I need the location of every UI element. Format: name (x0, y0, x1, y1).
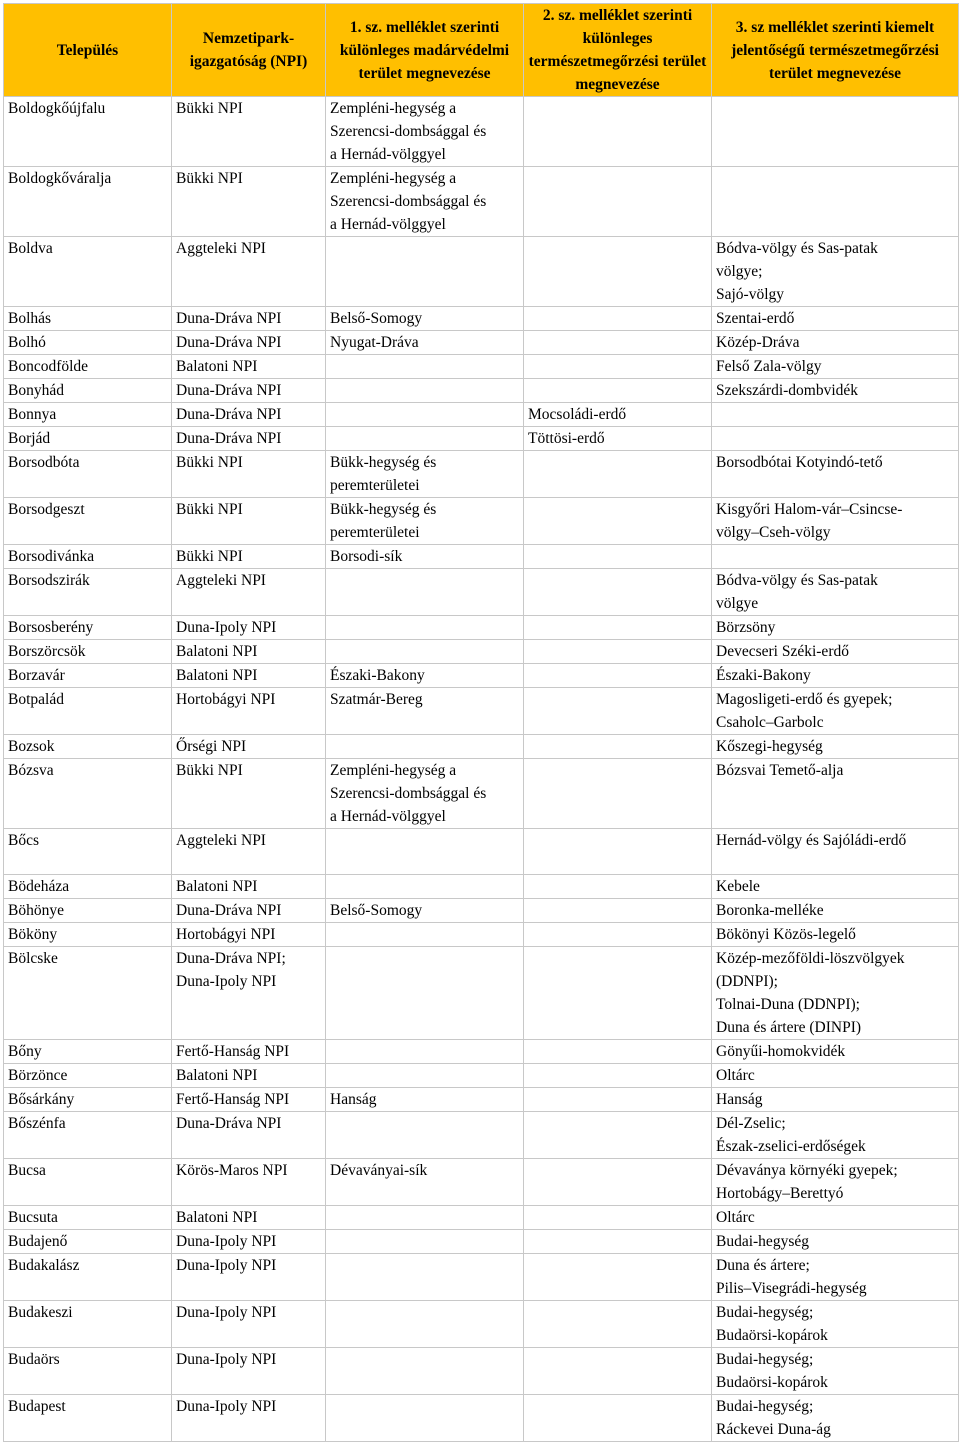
termeszetmegorzesi-cell (524, 616, 712, 640)
table-row (4, 1301, 959, 1348)
cell-line: (DDNPI); (716, 973, 778, 990)
termeszetmegorzesi-cell (524, 688, 712, 735)
settlement-cell: Boldogkőújfalu (4, 97, 172, 167)
madarvedelmi-cell (326, 97, 524, 167)
kiemelt-cell: Hanság (712, 1088, 959, 1112)
kiemelt-cell: Devecseri Széki-erdő (712, 640, 959, 664)
termeszetmegorzesi-cell (524, 498, 712, 545)
npi-cell: Duna-Ipoly NPI (172, 1348, 326, 1395)
table-row (4, 451, 959, 498)
table-row (4, 1159, 959, 1206)
termeszetmegorzesi-cell (524, 1348, 712, 1395)
madarvedelmi-cell (326, 1301, 524, 1348)
kiemelt-cell: Budai-hegység (712, 1230, 959, 1254)
table-row (4, 1348, 959, 1395)
madarvedelmi-cell (326, 379, 524, 403)
termeszetmegorzesi-cell (524, 307, 712, 331)
cell-line: Pilis–Visegrádi-hegység (716, 1280, 867, 1297)
natura-settlement-table (3, 3, 959, 1442)
settlement-cell: Borzavár (4, 664, 172, 688)
termeszetmegorzesi-cell (524, 237, 712, 307)
table-row (4, 307, 959, 331)
npi-cell: Balatoni NPI (172, 875, 326, 899)
madarvedelmi-cell (326, 1230, 524, 1254)
npi-cell: Duna-Dráva NPI (172, 1112, 326, 1159)
madarvedelmi-cell (326, 1395, 524, 1442)
kiemelt-cell: Oltárc (712, 1064, 959, 1088)
cell-line: Budaörsi-kopárok (716, 1327, 828, 1344)
termeszetmegorzesi-cell (524, 923, 712, 947)
npi-cell: Duna-Dráva NPI (172, 379, 326, 403)
settlement-cell: Budapest (4, 1395, 172, 1442)
madarvedelmi-cell (326, 759, 524, 829)
termeszetmegorzesi-cell (524, 1230, 712, 1254)
npi-cell: Fertő-Hanság NPI (172, 1088, 326, 1112)
table-row (4, 355, 959, 379)
npi-cell: Aggteleki NPI (172, 829, 326, 875)
table-row (4, 640, 959, 664)
settlement-cell: Borsodszirák (4, 569, 172, 616)
table-body (4, 97, 959, 1442)
settlement-cell: Bozsok (4, 735, 172, 759)
kiemelt-cell: Északi-Bakony (712, 664, 959, 688)
npi-cell: Balatoni NPI (172, 1064, 326, 1088)
header-telepules: Település (4, 4, 172, 97)
settlement-cell: Bolhás (4, 307, 172, 331)
npi-cell: Aggteleki NPI (172, 237, 326, 307)
table-row (4, 829, 959, 875)
table-row (4, 545, 959, 569)
kiemelt-cell (712, 1395, 959, 1442)
settlement-cell: Bonnya (4, 403, 172, 427)
header-row (4, 4, 959, 97)
cell-line: Duna-Ipoly NPI (176, 973, 277, 990)
madarvedelmi-cell (326, 167, 524, 237)
madarvedelmi-cell (326, 829, 524, 875)
cell-line: peremterületei (330, 477, 420, 494)
settlement-cell: Borsodbóta (4, 451, 172, 498)
npi-cell: Bükki NPI (172, 167, 326, 237)
madarvedelmi-cell (326, 1064, 524, 1088)
termeszetmegorzesi-cell (524, 759, 712, 829)
madarvedelmi-cell (326, 569, 524, 616)
cell-line: Sajó-völgy (716, 286, 785, 303)
header-termeszetmegorzesi: 2. sz. melléklet szerinti különleges természetmegőrzési terület megnevezése (524, 4, 712, 97)
termeszetmegorzesi-cell (524, 899, 712, 923)
settlement-cell: Bolhó (4, 331, 172, 355)
npi-cell: Duna-Dráva NPI (172, 899, 326, 923)
settlement-cell: Boldogkőváralja (4, 167, 172, 237)
madarvedelmi-cell (326, 498, 524, 545)
cell-line: a Hernád-völggyel (330, 808, 446, 825)
npi-cell (172, 947, 326, 1040)
termeszetmegorzesi-cell (524, 1040, 712, 1064)
madarvedelmi-cell: Dévaványai-sík (326, 1159, 524, 1206)
npi-cell: Balatoni NPI (172, 355, 326, 379)
cell-line: a Hernád-völggyel (330, 216, 446, 233)
npi-cell: Balatoni NPI (172, 640, 326, 664)
termeszetmegorzesi-cell (524, 97, 712, 167)
npi-cell: Duna-Ipoly NPI (172, 1230, 326, 1254)
cell-line: Budaörsi-kopárok (716, 1374, 828, 1391)
cell-line: peremterületei (330, 524, 420, 541)
cell-line: Szerencsi-dombsággal és (330, 193, 487, 210)
settlement-cell: Borjád (4, 427, 172, 451)
kiemelt-cell (712, 427, 959, 451)
settlement-cell: Boncodfölde (4, 355, 172, 379)
kiemelt-cell: Kebele (712, 875, 959, 899)
termeszetmegorzesi-cell (524, 875, 712, 899)
termeszetmegorzesi-cell (524, 331, 712, 355)
table-row (4, 569, 959, 616)
settlement-cell: Botpalád (4, 688, 172, 735)
madarvedelmi-cell (326, 640, 524, 664)
cell-line: Magosligeti-erdő és gyepek; (716, 691, 893, 708)
madarvedelmi-cell: Északi-Bakony (326, 664, 524, 688)
termeszetmegorzesi-cell (524, 1395, 712, 1442)
madarvedelmi-cell (326, 451, 524, 498)
table-row (4, 947, 959, 1040)
madarvedelmi-cell (326, 947, 524, 1040)
madarvedelmi-cell (326, 1040, 524, 1064)
table-row (4, 1230, 959, 1254)
madarvedelmi-cell (326, 735, 524, 759)
kiemelt-cell: Bökönyi Közös-legelő (712, 923, 959, 947)
settlement-cell: Bőcs (4, 829, 172, 875)
kiemelt-cell (712, 1348, 959, 1395)
madarvedelmi-cell (326, 875, 524, 899)
table-row (4, 1206, 959, 1230)
settlement-cell: Bonyhád (4, 379, 172, 403)
termeszetmegorzesi-cell: Töttösi-erdő (524, 427, 712, 451)
table-row (4, 1040, 959, 1064)
kiemelt-cell (712, 1112, 959, 1159)
termeszetmegorzesi-cell (524, 1112, 712, 1159)
settlement-cell: Bököny (4, 923, 172, 947)
table-row (4, 759, 959, 829)
kiemelt-cell (712, 1159, 959, 1206)
madarvedelmi-cell: Borsodi-sík (326, 545, 524, 569)
madarvedelmi-cell: Szatmár-Bereg (326, 688, 524, 735)
cell-line: Bódva-völgy és Sas-patak (716, 240, 878, 257)
kiemelt-cell (712, 1254, 959, 1301)
cell-line: Hortobágy–Berettyó (716, 1185, 844, 1202)
madarvedelmi-cell (326, 427, 524, 451)
cell-line: Duna és ártere (DINPI) (716, 1019, 862, 1036)
settlement-cell: Budajenő (4, 1230, 172, 1254)
termeszetmegorzesi-cell (524, 1301, 712, 1348)
npi-cell: Duna-Ipoly NPI (172, 1395, 326, 1442)
table-row (4, 735, 959, 759)
termeszetmegorzesi-cell (524, 664, 712, 688)
cell-line: Dévaványa környéki gyepek; (716, 1162, 898, 1179)
kiemelt-cell: Bózsvai Temető-alja (712, 759, 959, 829)
madarvedelmi-cell (326, 403, 524, 427)
npi-cell: Bükki NPI (172, 545, 326, 569)
table-row (4, 1395, 959, 1442)
settlement-cell: Bőny (4, 1040, 172, 1064)
cell-line: völgye; (716, 263, 763, 280)
cell-line: Bódva-völgy és Sas-patak (716, 572, 878, 589)
kiemelt-cell (712, 97, 959, 167)
table-row (4, 688, 959, 735)
settlement-cell: Böhönye (4, 899, 172, 923)
termeszetmegorzesi-cell (524, 1206, 712, 1230)
settlement-cell: Bucsuta (4, 1206, 172, 1230)
cell-line: Csaholc–Garbolc (716, 714, 824, 731)
table-row (4, 379, 959, 403)
header-madarvedelmi: 1. sz. melléklet szerinti különleges madárvédelmi terület megnevezése (326, 4, 524, 97)
kiemelt-cell (712, 1301, 959, 1348)
madarvedelmi-cell (326, 923, 524, 947)
kiemelt-cell: Felső Zala-völgy (712, 355, 959, 379)
settlement-cell: Bödeháza (4, 875, 172, 899)
npi-cell: Duna-Ipoly NPI (172, 1301, 326, 1348)
madarvedelmi-cell (326, 237, 524, 307)
madarvedelmi-cell (326, 616, 524, 640)
termeszetmegorzesi-cell (524, 1159, 712, 1206)
termeszetmegorzesi-cell: Mocsoládi-erdő (524, 403, 712, 427)
settlement-cell: Budaörs (4, 1348, 172, 1395)
npi-cell: Duna-Ipoly NPI (172, 616, 326, 640)
settlement-cell: Borsosberény (4, 616, 172, 640)
madarvedelmi-cell: Belső-Somogy (326, 307, 524, 331)
table-row (4, 403, 959, 427)
table-row (4, 1064, 959, 1088)
npi-cell: Duna-Dráva NPI (172, 427, 326, 451)
settlement-cell: Borsodgeszt (4, 498, 172, 545)
termeszetmegorzesi-cell (524, 569, 712, 616)
settlement-cell: Börzönce (4, 1064, 172, 1088)
kiemelt-cell: Börzsöny (712, 616, 959, 640)
termeszetmegorzesi-cell (524, 640, 712, 664)
cell-line: völgye (716, 595, 759, 612)
kiemelt-cell: Szekszárdi-dombvidék (712, 379, 959, 403)
table-row (4, 498, 959, 545)
kiemelt-cell: Kőszegi-hegység (712, 735, 959, 759)
kiemelt-cell (712, 498, 959, 545)
npi-cell: Duna-Dráva NPI (172, 403, 326, 427)
kiemelt-cell (712, 947, 959, 1040)
npi-cell: Körös-Maros NPI (172, 1159, 326, 1206)
termeszetmegorzesi-cell (524, 545, 712, 569)
madarvedelmi-cell: Nyugat-Dráva (326, 331, 524, 355)
table-row (4, 1088, 959, 1112)
kiemelt-cell: Gönyűi-homokvidék (712, 1040, 959, 1064)
cell-line: Duna-Dráva NPI; (176, 950, 286, 967)
cell-line: Tolnai-Duna (DDNPI); (716, 996, 860, 1013)
npi-cell: Aggteleki NPI (172, 569, 326, 616)
settlement-cell: Bősárkány (4, 1088, 172, 1112)
table-row (4, 923, 959, 947)
cell-line: Zempléni-hegység a (330, 170, 457, 187)
cell-line: Ráckevei Duna-ág (716, 1421, 831, 1438)
npi-cell: Őrségi NPI (172, 735, 326, 759)
settlement-cell: Borsodivánka (4, 545, 172, 569)
settlement-cell: Budakalász (4, 1254, 172, 1301)
cell-line: Szerencsi-dombsággal és (330, 785, 487, 802)
table-row (4, 97, 959, 167)
cell-line: a Hernád-völggyel (330, 146, 446, 163)
cell-line: Dél-Zselic; (716, 1115, 786, 1132)
npi-cell: Duna-Dráva NPI (172, 307, 326, 331)
npi-cell: Hortobágyi NPI (172, 923, 326, 947)
table-row (4, 875, 959, 899)
termeszetmegorzesi-cell (524, 1088, 712, 1112)
cell-line: völgy–Cseh-völgy (716, 524, 831, 541)
kiemelt-cell: Szentai-erdő (712, 307, 959, 331)
cell-line: Szerencsi-dombsággal és (330, 123, 487, 140)
npi-cell: Duna-Ipoly NPI (172, 1254, 326, 1301)
kiemelt-cell: Közép-Dráva (712, 331, 959, 355)
settlement-cell: Budakeszi (4, 1301, 172, 1348)
table-row (4, 1112, 959, 1159)
table-row (4, 331, 959, 355)
termeszetmegorzesi-cell (524, 451, 712, 498)
cell-line: Közép-mezőföldi-löszvölgyek (716, 950, 905, 967)
termeszetmegorzesi-cell (524, 947, 712, 1040)
kiemelt-cell (712, 545, 959, 569)
cell-line: Zempléni-hegység a (330, 762, 457, 779)
termeszetmegorzesi-cell (524, 379, 712, 403)
npi-cell: Bükki NPI (172, 451, 326, 498)
cell-line: Budai-hegység; (716, 1398, 814, 1415)
table-row (4, 899, 959, 923)
madarvedelmi-cell: Belső-Somogy (326, 899, 524, 923)
madarvedelmi-cell: Hanság (326, 1088, 524, 1112)
header-npi: Nemzetipark-igazgatóság (NPI) (172, 4, 326, 97)
cell-line: Budai-hegység; (716, 1351, 814, 1368)
termeszetmegorzesi-cell (524, 829, 712, 875)
kiemelt-cell: Hernád-völgy és Sajóládi-erdő (712, 829, 959, 875)
table-row (4, 237, 959, 307)
cell-line: Bükk-hegység és (330, 501, 437, 518)
madarvedelmi-cell (326, 1348, 524, 1395)
settlement-cell: Boldva (4, 237, 172, 307)
npi-cell: Duna-Dráva NPI (172, 331, 326, 355)
cell-line: Zempléni-hegység a (330, 100, 457, 117)
cell-line: Bükk-hegység és (330, 454, 437, 471)
madarvedelmi-cell (326, 1254, 524, 1301)
table-row (4, 616, 959, 640)
madarvedelmi-cell (326, 1112, 524, 1159)
cell-line: Észak-zselici-erdőségek (716, 1138, 866, 1155)
termeszetmegorzesi-cell (524, 355, 712, 379)
settlement-cell: Bölcske (4, 947, 172, 1040)
npi-cell: Bükki NPI (172, 759, 326, 829)
termeszetmegorzesi-cell (524, 1064, 712, 1088)
npi-cell: Bükki NPI (172, 97, 326, 167)
termeszetmegorzesi-cell (524, 735, 712, 759)
kiemelt-cell (712, 237, 959, 307)
table-row (4, 427, 959, 451)
kiemelt-cell: Boronka-melléke (712, 899, 959, 923)
settlement-cell: Bózsva (4, 759, 172, 829)
kiemelt-cell: Borsodbótai Kotyindó-tető (712, 451, 959, 498)
kiemelt-cell (712, 167, 959, 237)
madarvedelmi-cell (326, 355, 524, 379)
kiemelt-cell: Oltárc (712, 1206, 959, 1230)
cell-line: Kisgyőri Halom-vár–Csincse- (716, 501, 903, 518)
cell-line: Duna és ártere; (716, 1257, 810, 1274)
table-row (4, 1254, 959, 1301)
table-row (4, 664, 959, 688)
npi-cell: Balatoni NPI (172, 1206, 326, 1230)
termeszetmegorzesi-cell (524, 167, 712, 237)
madarvedelmi-cell (326, 1206, 524, 1230)
kiemelt-cell (712, 403, 959, 427)
settlement-cell: Bőszénfa (4, 1112, 172, 1159)
npi-cell: Fertő-Hanság NPI (172, 1040, 326, 1064)
termeszetmegorzesi-cell (524, 1254, 712, 1301)
npi-cell: Bükki NPI (172, 498, 326, 545)
npi-cell: Balatoni NPI (172, 664, 326, 688)
settlement-cell: Borszörcsök (4, 640, 172, 664)
table-row (4, 167, 959, 237)
npi-cell: Hortobágyi NPI (172, 688, 326, 735)
kiemelt-cell (712, 569, 959, 616)
settlement-cell: Bucsa (4, 1159, 172, 1206)
cell-line: Budai-hegység; (716, 1304, 814, 1321)
header-kiemelt-termeszetmegorzesi: 3. sz melléklet szerinti kiemelt jelentőségű természetmegőrzési terület megnevezése (712, 4, 959, 97)
kiemelt-cell (712, 688, 959, 735)
